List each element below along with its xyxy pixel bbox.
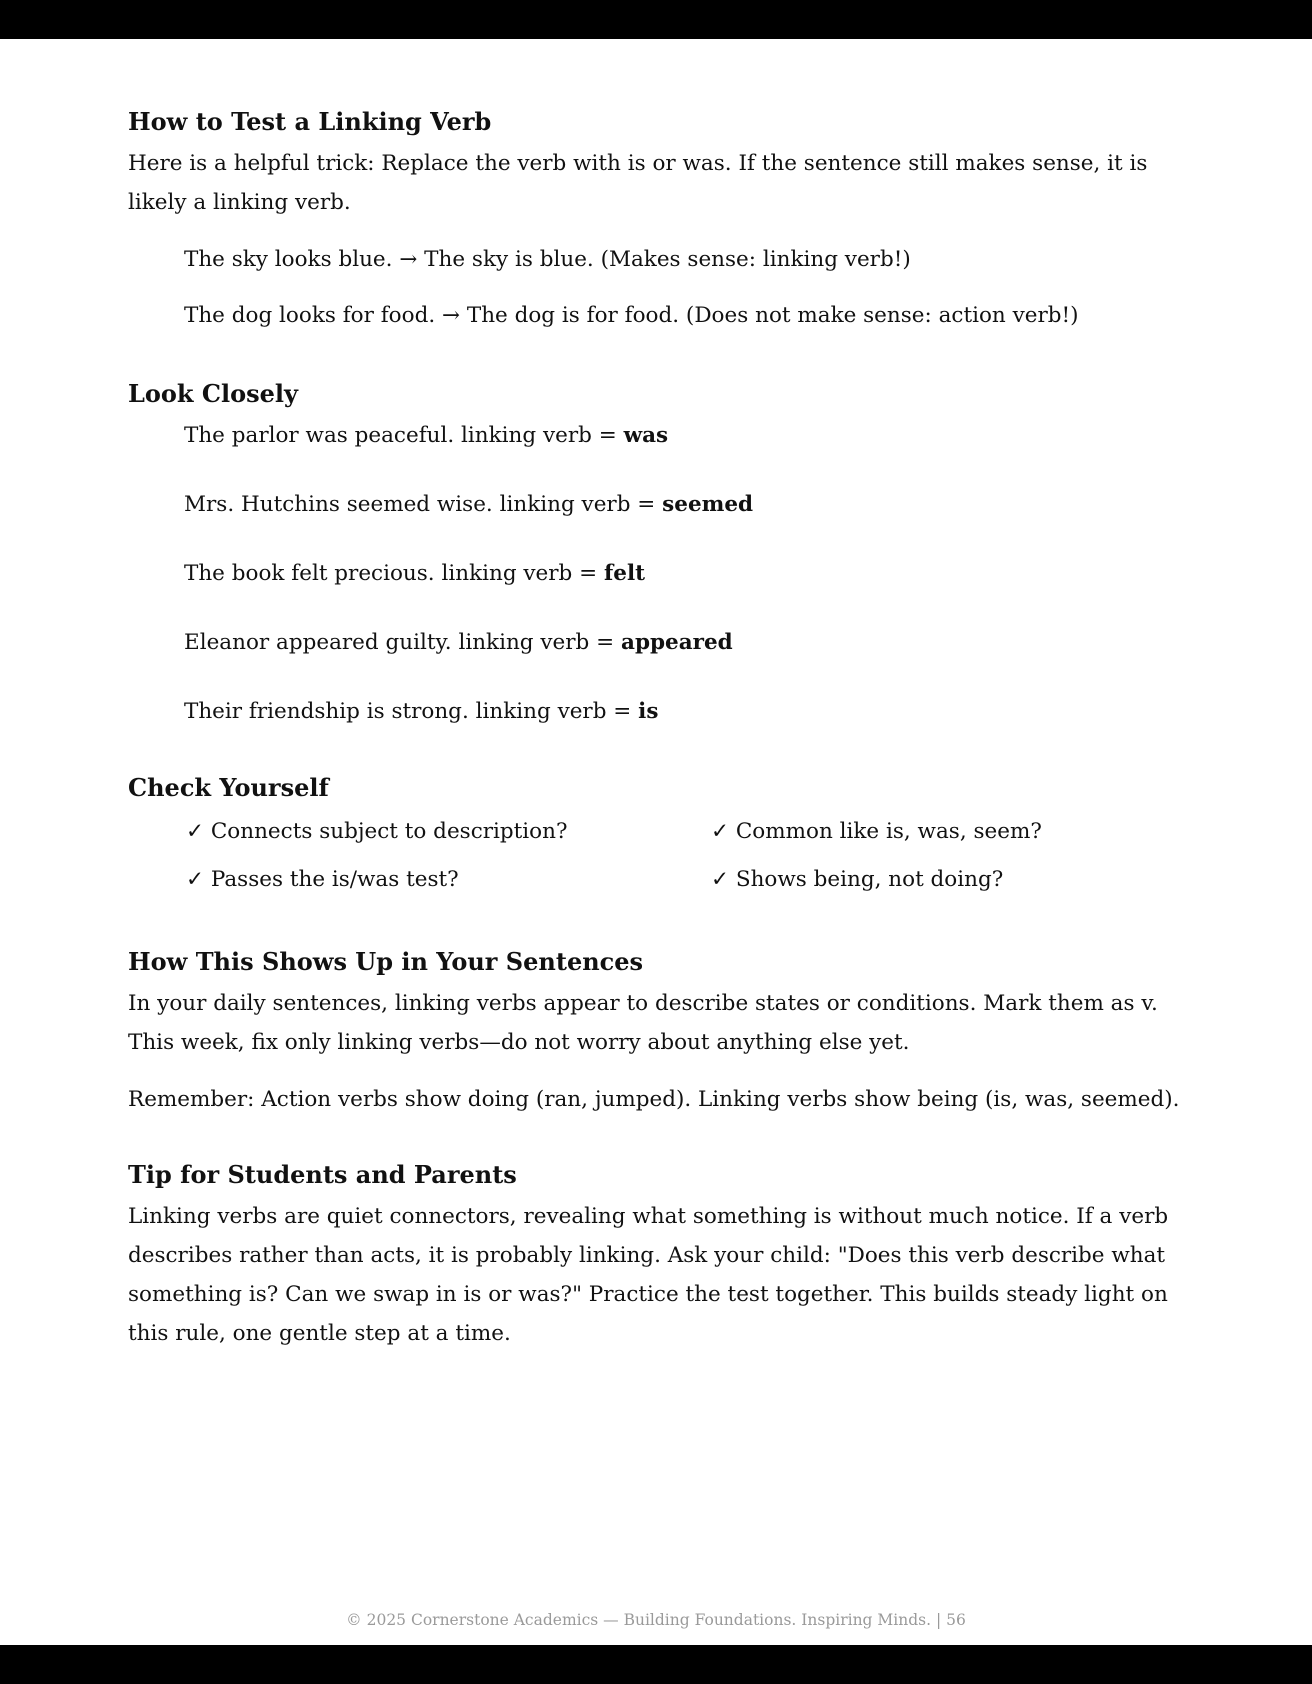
section-heading-test: How to Test a Linking Verb — [128, 107, 492, 136]
test-intro: Here is a helpful trick: Replace the verb with is or was. If the sentence still makes sense, it is likely a linking verb. — [128, 151, 1148, 215]
check-item: ✓ Shows being, not doing? — [711, 867, 1004, 892]
section-heading-shows: How This Shows Up in Your Sentences — [128, 947, 644, 976]
checklist — [128, 814, 1188, 898]
look-item-3 — [128, 556, 1188, 592]
test-example-1: The sky looks blue. → The sky is blue. (Makes sense: linking verb!) — [184, 247, 911, 272]
look-item-text: The parlor was peaceful. linking verb = — [184, 423, 624, 448]
look-item-1 — [128, 418, 1188, 454]
look-item-text: Their friendship is strong. linking verb = — [184, 699, 639, 724]
page-footer: © 2025 Cornerstone Academics — Building Foundations. Inspiring Minds. | 56 — [346, 1611, 966, 1629]
page-content — [128, 104, 1188, 1353]
look-item-verb: was — [623, 423, 669, 448]
look-item-text: The book felt precious. linking verb = — [184, 561, 605, 586]
bottom-bar — [0, 1645, 1312, 1684]
section-heading-look: Look Closely — [128, 379, 298, 408]
check-item: ✓ Common like is, was, seem? — [711, 819, 1042, 844]
look-item-2 — [128, 487, 1188, 523]
check-item: ✓ Connects subject to description? — [186, 819, 568, 844]
check-item: ✓ Passes the is/was test? — [186, 867, 459, 892]
look-item-text: Eleanor appeared guilty. linking verb = — [184, 630, 622, 655]
look-item-verb: is — [638, 699, 659, 724]
look-item-verb: seemed — [662, 492, 754, 517]
look-item-4 — [128, 625, 1188, 661]
shows-paragraph-1: In your daily sentences, linking verbs appear to describe states or conditions. Mark them as v. This week, fix only linking verbs—do not worry about anything else yet. — [128, 991, 1158, 1055]
look-item-text: Mrs. Hutchins seemed wise. linking verb = — [184, 492, 663, 517]
test-example-2: The dog looks for food. → The dog is for food. (Does not make sense: action verb!) — [184, 303, 1079, 328]
look-item-verb: felt — [604, 561, 646, 586]
look-item-5 — [128, 694, 1188, 730]
section-heading-tip: Tip for Students and Parents — [128, 1160, 517, 1189]
top-bar — [0, 0, 1312, 39]
tip-paragraph: Linking verbs are quiet connectors, revealing what something is without much notice. If a verb describes rather than acts, it is probably linking. Ask your child: "Does this verb describe what something is? Can we swap in is or was?" Practice the test together. This builds steady light on this rule, one gentle step at a time. — [128, 1204, 1169, 1346]
section-heading-check: Check Yourself — [128, 773, 329, 802]
look-item-verb: appeared — [621, 630, 733, 655]
shows-paragraph-2: Remember: Action verbs show doing (ran, jumped). Linking verbs show being (is, was, seemed). — [128, 1087, 1180, 1112]
